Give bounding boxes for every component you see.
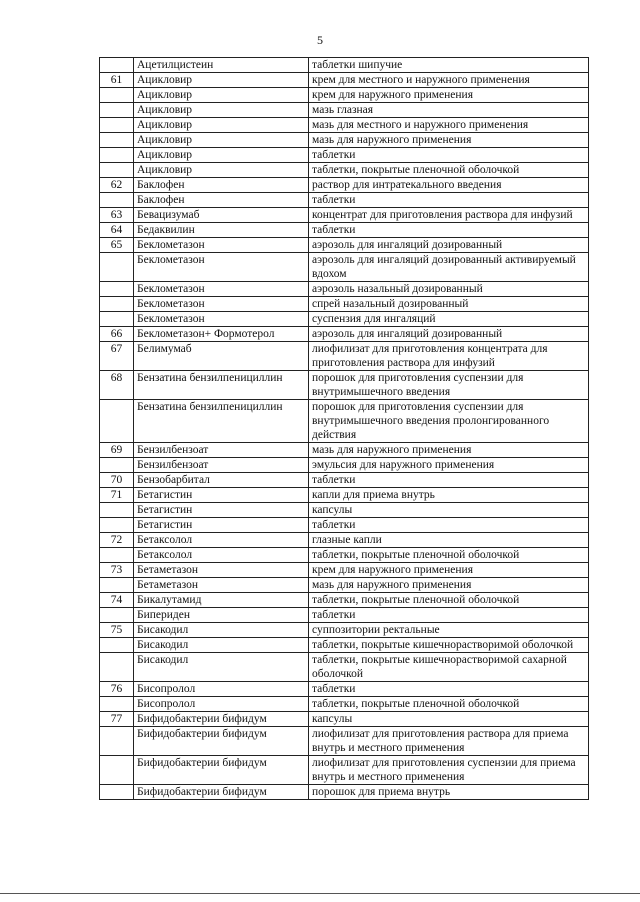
row-number: 62 (100, 178, 134, 193)
row-number: 72 (100, 533, 134, 548)
dosage-form: таблетки (309, 682, 589, 697)
dosage-form: капли для приема внутрь (309, 488, 589, 503)
drug-name: Бифидобактерии бифидум (134, 785, 309, 800)
row-number (100, 727, 134, 756)
table-row (100, 238, 589, 253)
dosage-form: мазь глазная (309, 103, 589, 118)
drug-name: Бензатина бензилпенициллин (134, 400, 309, 443)
dosage-form: глазные капли (309, 533, 589, 548)
table-row (100, 400, 589, 443)
row-number: 64 (100, 223, 134, 238)
drug-name: Баклофен (134, 193, 309, 208)
row-number (100, 518, 134, 533)
dosage-form: аэрозоль для ингаляций дозированный активируемый вдохом (309, 253, 589, 282)
row-number (100, 58, 134, 73)
drug-name: Бисопролол (134, 682, 309, 697)
table-row (100, 608, 589, 623)
table-row (100, 563, 589, 578)
drug-name: Бевацизумаб (134, 208, 309, 223)
drug-name: Бифидобактерии бифидум (134, 756, 309, 785)
dosage-form: таблетки (309, 193, 589, 208)
table-row (100, 473, 589, 488)
dosage-form: таблетки (309, 148, 589, 163)
table-row (100, 133, 589, 148)
row-number: 63 (100, 208, 134, 223)
row-number (100, 312, 134, 327)
dosage-form: порошок для приема внутрь (309, 785, 589, 800)
drug-name: Белимумаб (134, 342, 309, 371)
drug-name: Бензилбензоат (134, 443, 309, 458)
drug-name: Бисакодил (134, 623, 309, 638)
table-row (100, 518, 589, 533)
table-row (100, 88, 589, 103)
drug-name: Бетагистин (134, 518, 309, 533)
row-number (100, 458, 134, 473)
dosage-form: концентрат для приготовления раствора для инфузий (309, 208, 589, 223)
row-number: 76 (100, 682, 134, 697)
row-number (100, 697, 134, 712)
table-row (100, 638, 589, 653)
dosage-form: аэрозоль для ингаляций дозированный (309, 327, 589, 342)
drug-name: Ацикловир (134, 148, 309, 163)
table-row (100, 178, 589, 193)
drug-name: Беклометазон (134, 238, 309, 253)
dosage-form: эмульсия для наружного применения (309, 458, 589, 473)
table-row (100, 503, 589, 518)
table-row (100, 208, 589, 223)
drug-name: Ацикловир (134, 103, 309, 118)
row-number (100, 148, 134, 163)
drug-table-body (100, 58, 589, 800)
drug-name: Бетаксолол (134, 548, 309, 563)
table-row (100, 297, 589, 312)
table-row (100, 371, 589, 400)
drug-name: Беклометазон (134, 282, 309, 297)
drug-name: Бетагистин (134, 488, 309, 503)
drug-name: Баклофен (134, 178, 309, 193)
dosage-form: таблетки, покрытые пленочной оболочкой (309, 593, 589, 608)
dosage-form: лиофилизат для приготовления раствора для приема внутрь и местного применения (309, 727, 589, 756)
row-number: 66 (100, 327, 134, 342)
dosage-form: капсулы (309, 712, 589, 727)
table-row (100, 103, 589, 118)
table-row (100, 488, 589, 503)
table-row (100, 253, 589, 282)
row-number (100, 785, 134, 800)
row-number (100, 400, 134, 443)
table-row (100, 193, 589, 208)
row-number: 69 (100, 443, 134, 458)
dosage-form: крем для местного и наружного применения (309, 73, 589, 88)
dosage-form: лиофилизат для приготовления суспензии для приема внутрь и местного применения (309, 756, 589, 785)
row-number (100, 653, 134, 682)
table-row (100, 756, 589, 785)
drug-name: Ацикловир (134, 133, 309, 148)
table-row (100, 327, 589, 342)
drug-name: Бензобарбитал (134, 473, 309, 488)
row-number (100, 756, 134, 785)
dosage-form: таблетки, покрытые кишечнорастворимой оболочкой (309, 638, 589, 653)
drug-name: Бетагистин (134, 503, 309, 518)
dosage-form: крем для наружного применения (309, 563, 589, 578)
drug-name: Бетаметазон (134, 563, 309, 578)
dosage-form: капсулы (309, 503, 589, 518)
drug-name: Бензилбензоат (134, 458, 309, 473)
row-number (100, 282, 134, 297)
drug-name: Беклометазон+ Формотерол (134, 327, 309, 342)
dosage-form: спрей назальный дозированный (309, 297, 589, 312)
row-number (100, 193, 134, 208)
drug-name: Бикалутамид (134, 593, 309, 608)
row-number (100, 133, 134, 148)
row-number: 73 (100, 563, 134, 578)
table-row (100, 653, 589, 682)
dosage-form: таблетки (309, 608, 589, 623)
drug-name: Бифидобактерии бифидум (134, 727, 309, 756)
drug-name: Ацикловир (134, 163, 309, 178)
row-number: 70 (100, 473, 134, 488)
drug-name: Ацикловир (134, 73, 309, 88)
dosage-form: таблетки (309, 518, 589, 533)
drug-name: Ацикловир (134, 118, 309, 133)
row-number (100, 163, 134, 178)
row-number (100, 253, 134, 282)
drug-name: Бетаметазон (134, 578, 309, 593)
bottom-divider (0, 893, 640, 894)
dosage-form: порошок для приготовления суспензии для внутримышечного введения пролонгированного действия (309, 400, 589, 443)
drug-name: Беклометазон (134, 253, 309, 282)
table-row (100, 712, 589, 727)
dosage-form: таблетки (309, 223, 589, 238)
row-number: 75 (100, 623, 134, 638)
dosage-form: таблетки, покрытые пленочной оболочкой (309, 163, 589, 178)
dosage-form: мазь для наружного применения (309, 133, 589, 148)
dosage-form: порошок для приготовления суспензии для внутримышечного введения (309, 371, 589, 400)
drug-name: Бисакодил (134, 653, 309, 682)
table-row (100, 73, 589, 88)
dosage-form: мазь для наружного применения (309, 578, 589, 593)
dosage-form: таблетки, покрытые пленочной оболочкой (309, 548, 589, 563)
table-row (100, 342, 589, 371)
row-number: 77 (100, 712, 134, 727)
table-row (100, 623, 589, 638)
table-row (100, 727, 589, 756)
row-number (100, 103, 134, 118)
dosage-form: крем для наружного применения (309, 88, 589, 103)
drug-name: Бисакодил (134, 638, 309, 653)
table-row (100, 533, 589, 548)
table-row (100, 593, 589, 608)
table-row (100, 697, 589, 712)
drug-name: Бисопролол (134, 697, 309, 712)
table-row (100, 548, 589, 563)
row-number (100, 88, 134, 103)
row-number (100, 638, 134, 653)
dosage-form: суппозитории ректальные (309, 623, 589, 638)
drug-name: Беклометазон (134, 312, 309, 327)
row-number: 74 (100, 593, 134, 608)
dosage-form: аэрозоль для ингаляций дозированный (309, 238, 589, 253)
dosage-form: таблетки шипучие (309, 58, 589, 73)
drug-name: Бензатина бензилпенициллин (134, 371, 309, 400)
table-row (100, 282, 589, 297)
table-row (100, 578, 589, 593)
dosage-form: мазь для наружного применения (309, 443, 589, 458)
drug-name: Бифидобактерии бифидум (134, 712, 309, 727)
row-number: 65 (100, 238, 134, 253)
drug-name: Ацетилцистеин (134, 58, 309, 73)
row-number: 61 (100, 73, 134, 88)
dosage-form: аэрозоль назальный дозированный (309, 282, 589, 297)
drug-name: Бетаксолол (134, 533, 309, 548)
drug-name: Бедаквилин (134, 223, 309, 238)
dosage-form: таблетки, покрытые кишечнорастворимой сахарной оболочкой (309, 653, 589, 682)
dosage-form: лиофилизат для приготовления концентрата для приготовления раствора для инфузий (309, 342, 589, 371)
dosage-form: суспензия для ингаляций (309, 312, 589, 327)
row-number: 68 (100, 371, 134, 400)
dosage-form: мазь для местного и наружного применения (309, 118, 589, 133)
table-row (100, 58, 589, 73)
table-row (100, 312, 589, 327)
row-number (100, 608, 134, 623)
table-row (100, 223, 589, 238)
table-row (100, 163, 589, 178)
row-number (100, 118, 134, 133)
table-row (100, 682, 589, 697)
row-number: 67 (100, 342, 134, 371)
table-row (100, 785, 589, 800)
page-number: 5 (317, 33, 323, 47)
table-row (100, 443, 589, 458)
table-row (100, 148, 589, 163)
drug-table (99, 57, 589, 800)
row-number (100, 503, 134, 518)
drug-name: Ацикловир (134, 88, 309, 103)
row-number: 71 (100, 488, 134, 503)
row-number (100, 297, 134, 312)
table-row (100, 118, 589, 133)
drug-name: Беклометазон (134, 297, 309, 312)
dosage-form: раствор для интратекального введения (309, 178, 589, 193)
row-number (100, 578, 134, 593)
drug-name: Бипериден (134, 608, 309, 623)
row-number (100, 548, 134, 563)
dosage-form: таблетки, покрытые пленочной оболочкой (309, 697, 589, 712)
dosage-form: таблетки (309, 473, 589, 488)
table-row (100, 458, 589, 473)
